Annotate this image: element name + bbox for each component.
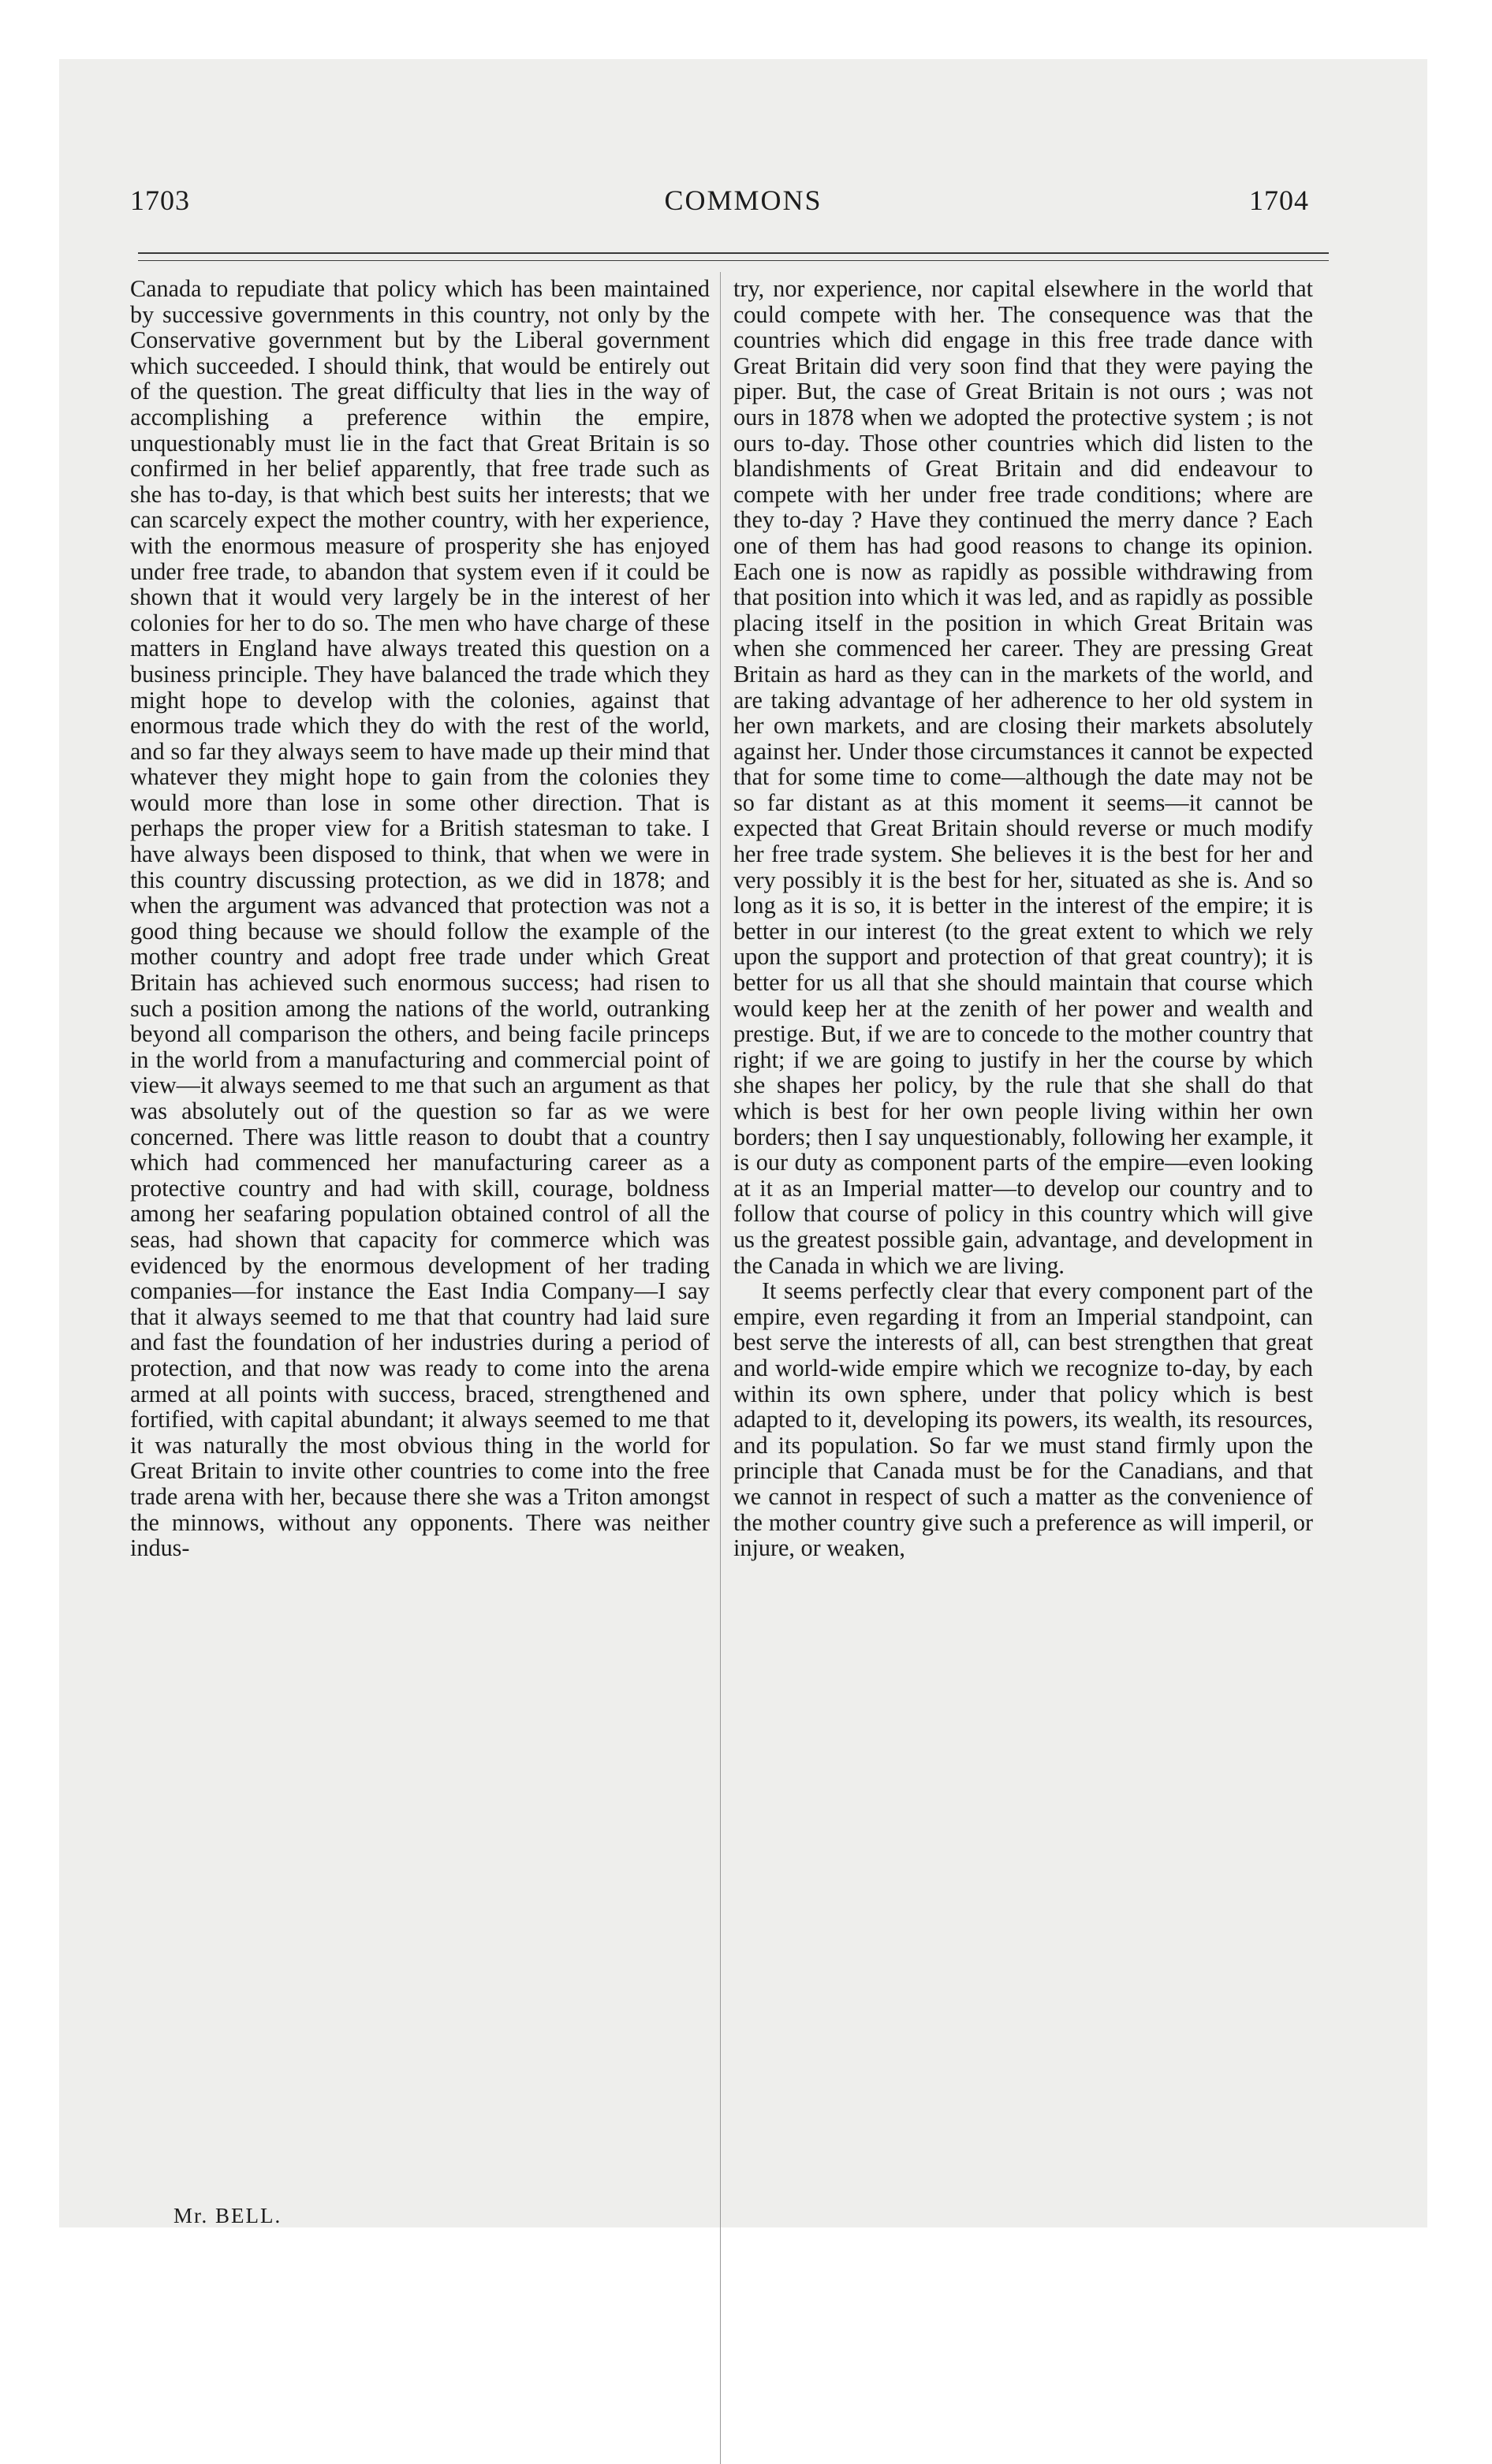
- paragraph: try, nor experience, nor capital elsewhere in the world that could compete with her. The consequence was that the countries which did engage in this free trade dance with Great Britain did very soon find that they were paying the piper. But, the case of Great Britain is not ours ; was not ours in 1878 when we adopted the protective system ; is not ours to-day. Those other countries which did listen to the blandishments of Great Britain and did endeavour to compete with her under free trade conditions; where are they to-day ? Have they continued the merry dance ? Each one of them has had good reasons to change its opinion. Each one is now as rapidly as possible withdrawing from that position into which it was led, and as rapidly as possible placing itself in the position in which Great Britain was when she commenced her career. They are pressing Great Britain as hard as they can in the markets of the world, and are taking advantage of her adherence to her old system in her own markets, and are closing their markets absolutely against her. Under those circumstances it cannot be expected that for some time to come—although the date may not be so far distant as at this moment it seems—it cannot be expected that Great Britain should reverse or much modify her free trade system. She believes it is the best for her and very possibly it is the best for her, situated as she is. And so long as it is so, it is better in the interest of the empire; it is better in our interest (to the great extent to which we rely upon the support and protection of that great country); it is better for us all that she should maintain that course which would keep her at the zenith of her power and wealth and prestige. But, if we are to concede to the mother country that right; if we are going to justify in her the course by which she shapes her policy, by the rule that she shall do that which is best for her own people living within her own borders; then I say unquestionably, following her example, it is our duty as component parts of the empire—even looking at it as an Imperial matter—to develop our country and to follow that course of policy in this country which will give us the greatest possible gain, advantage, and development in the Canada in which we are living.: [733, 275, 1313, 1279]
- speaker-footer: Mr. BELL.: [173, 2204, 282, 2227]
- header-rule-secondary: [138, 260, 1329, 261]
- header-rule: [138, 252, 1329, 254]
- left-column: [130, 276, 710, 1561]
- right-column: [733, 276, 1313, 1561]
- column-divider: [720, 272, 721, 2464]
- page-number-left: 1703: [130, 185, 190, 216]
- page-header: [59, 130, 1427, 216]
- paragraph: It seems perfectly clear that every component part of the empire, even regarding it from an Imperial standpoint, can best serve the interests of all, can best strengthen that great and world-wide empire which we recognize to-day, by each within its own sphere, under that policy which is best adapted to it, developing its powers, its wealth, its resources, and its population. So far we must stand firmly upon the principle that Canada must be for the Canadians, and that we cannot in respect of such a matter as the convenience of the mother country give such a preference as will imperil, or injure, or weaken,: [733, 1277, 1313, 1562]
- page-number-right: 1704: [1249, 185, 1309, 216]
- running-title: COMMONS: [664, 185, 822, 216]
- paragraph: Canada to repudiate that policy which has been maintained by successive governments in this country, not only by the Conservative government but by the Liberal government which succeeded. I should think, that would be entirely out of the question. The great difficulty that lies in the way of accomplishing a preference within the empire, unquestionably must lie in the fact that Great Britain is so confirmed in her belief apparently, that free trade such as she has to-day, is that which best suits her interests; that we can scarcely expect the mother country, with her experience, with the enormous measure of prosperity she has enjoyed under free trade, to abandon that system even if it could be shown that it would very largely be in the interest of her colonies for her to do so. The men who have charge of these matters in England have always treated this question on a business principle. They have balanced the trade which they might hope to develop with the colonies, against that enormous trade which they do with the rest of the world, and so far they always seem to have made up their mind that whatever they might hope to gain from the colonies they would more than lose in some other direction. That is perhaps the proper view for a British statesman to take. I have always been disposed to think, that when we were in this country discussing protection, as we did in 1878; and when the argument was advanced that protection was not a good thing because we should follow the example of the mother country and adopt free trade under which Great Britain has achieved such enormous success; had risen to such a position among the nations of the world, outranking beyond all comparison the others, and being facile princeps in the world from a manufacturing and commercial point of view—it always seemed to me that such an argument as that was absolutely out of the question so far as we were concerned. There was little reason to doubt that a country which had commenced her manufacturing career as a protective country and had with skill, courage, boldness among her seafaring population obtained control of all the seas, had shown that capacity for commerce which was evidenced by the enormous development of her trading companies—for instance the East India Company—I say that it always seemed to me that that country had laid sure and fast the foundation of her industries during a period of protection, and that now was ready to come into the arena armed at all points with success, braced, strengthened and fortified, with capital abundant; it always seemed to me that it was naturally the most obvious thing in the world for Great Britain to invite other countries to come into the free trade arena with her, because there she was a Triton amongst the minnows, without any opponents. There was neither indus-: [130, 275, 710, 1562]
